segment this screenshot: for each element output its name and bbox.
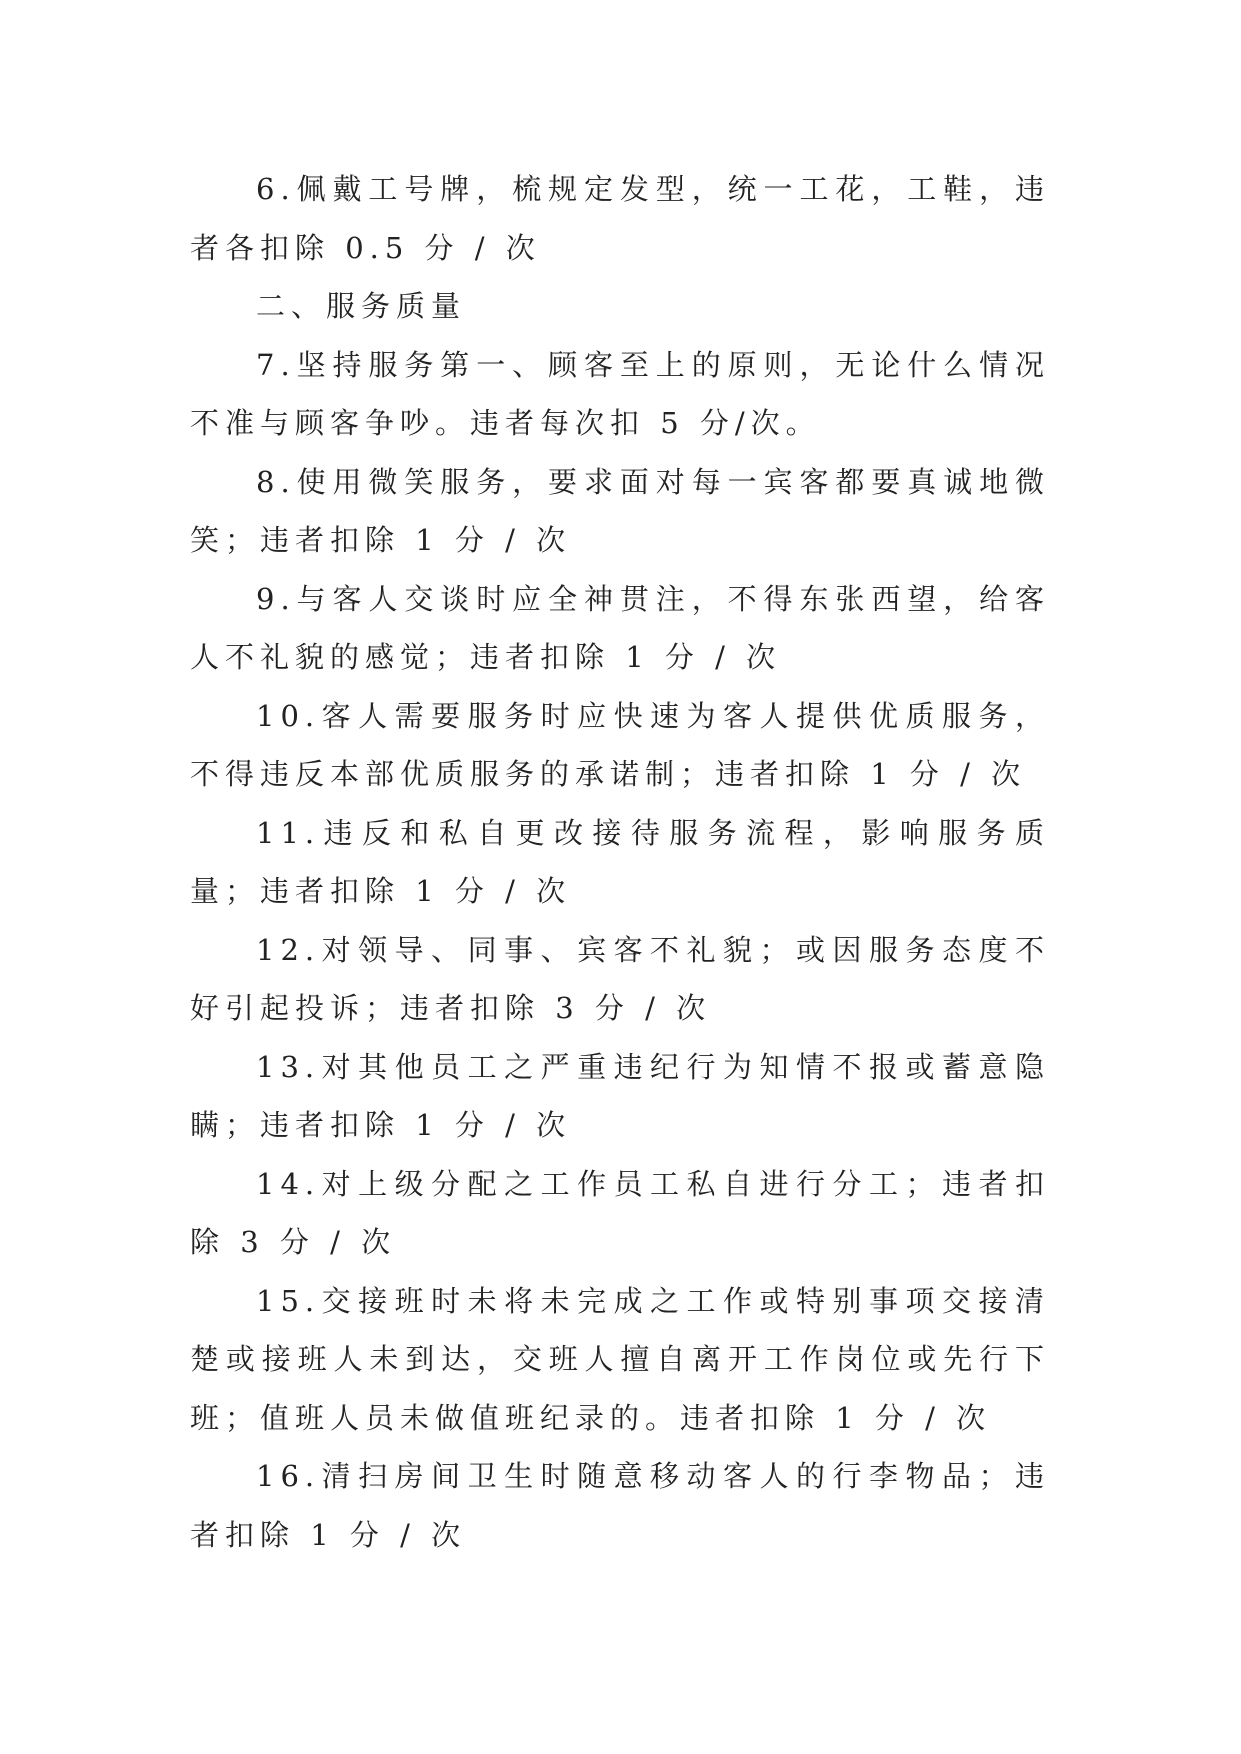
rule-item-12: 12.对领导、同事、宾客不礼貌；或因服务态度不好引起投诉；违者扣除 3 分 / 次 (190, 932, 1050, 1025)
rule-item-8: 8.使用微笑服务，要求面对每一宾客都要真诚地微笑；违者扣除 1 分 / 次 (190, 464, 1050, 557)
rule-item-14: 14.对上级分配之工作员工私自进行分工；违者扣除 3 分 / 次 (190, 1166, 1050, 1259)
rule-item-9: 9.与客人交谈时应全神贯注，不得东张西望，给客人不礼貌的感觉；违者扣除 1 分 / 次 (190, 581, 1050, 674)
section-heading-service-quality: 二、服务质量 (256, 289, 467, 323)
rule-item-10: 10.客人需要服务时应快速为客人提供优质服务，不得违反本部优质服务的承诺制；违者扣除 1 分 / 次 (190, 698, 1050, 791)
rule-item-13: 13.对其他员工之严重违纪行为知情不报或蓄意隐瞒；违者扣除 1 分 / 次 (190, 1049, 1050, 1142)
rule-item-11: 11.违反和私自更改接待服务流程，影响服务质量；违者扣除 1 分 / 次 (190, 815, 1050, 908)
rule-item-15: 15.交接班时未将未完成之工作或特别事项交接清楚或接班人未到达，交班人擅自离开工作岗位或先行下班；值班人员未做值班纪录的。违者扣除 1 分 / 次 (190, 1283, 1050, 1435)
rule-item-6: 6.佩戴工号牌，梳规定发型，统一工花，工鞋，违者各扣除 0.5 分 / 次 (190, 172, 1050, 265)
rule-item-7: 7.坚持服务第一、顾客至上的原则，无论什么情况不准与顾客争吵。违者每次扣 5 分/次。 (190, 347, 1050, 440)
rule-item-16: 16.清扫房间卫生时随意移动客人的行李物品；违者扣除 1 分 / 次 (190, 1459, 1050, 1552)
document-page (190, 160, 1050, 1564)
